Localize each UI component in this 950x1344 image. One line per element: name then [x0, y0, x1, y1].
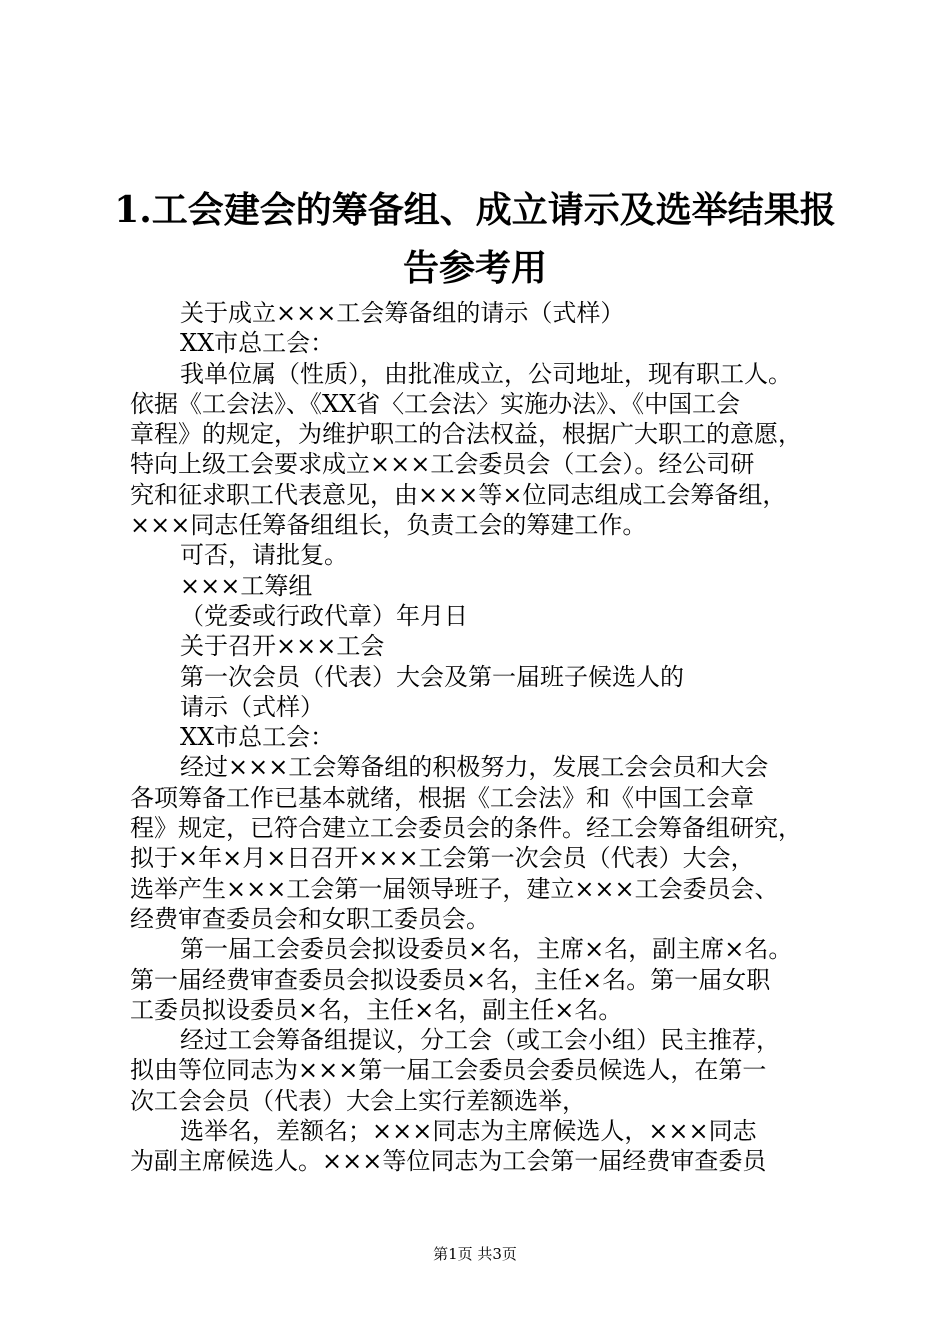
body-line: 选举名，差额名；×××同志为主席候选人，×××同志	[180, 1117, 757, 1146]
body-line: 为副主席候选人。×××等位同志为工会第一届经费审查委员	[130, 1147, 767, 1176]
body-line: ×××工筹组	[180, 571, 313, 600]
body-line: 关于召开×××工会	[180, 632, 385, 661]
body-line: 可否，请批复。	[180, 541, 348, 570]
body-line: XX市总工会：	[180, 723, 335, 752]
body-line: 第一次会员（代表）大会及第一届班子候选人的	[180, 662, 684, 691]
body-line: 请示（式样）	[180, 692, 324, 721]
body-line: 经过工会筹备组提议，分工会（或工会小组）民主推荐，	[180, 1026, 780, 1055]
page-footer: 第1页 共3页	[433, 1245, 517, 1263]
body-line: XX市总工会：	[180, 329, 335, 358]
body-line: 拟于×年×月×日召开×××工会第一次会员（代表）大会，	[130, 844, 755, 873]
body-line: 选举产生×××工会第一届领导班子，建立×××工会委员会、	[130, 874, 779, 903]
body-line: ×××同志任筹备组组长，负责工会的筹建工作。	[130, 511, 647, 540]
body-line: 拟由等位同志为×××第一届工会委员会委员候选人，在第一	[130, 1056, 767, 1085]
body-line: 经过×××工会筹备组的积极努力，发展工会会员和大会	[180, 753, 769, 782]
body-line: 特向上级工会要求成立×××工会委员会（工会）。经公司研	[130, 450, 755, 479]
body-line: 关于成立×××工会筹备组的请示（式样）	[180, 299, 625, 327]
body-line: （党委或行政代章）年月日	[180, 601, 468, 630]
document-body	[130, 298, 830, 1177]
body-line: 程》规定，已符合建立工会委员会的条件。经工会筹备组研究，	[130, 814, 802, 843]
body-line: 各项筹备工作已基本就绪，根据《工会法》和《中国工会章	[130, 783, 754, 812]
body-line: 究和征求职工代表意见，由×××等×位同志组成工会筹备组，	[130, 480, 787, 509]
body-line: 我单位属（性质），由批准成立，公司地址，现有职工人。	[180, 359, 792, 388]
document-title-line-1: 1.工会建会的筹备组、成立请示及选举结果报	[114, 189, 836, 231]
body-line: 第一届经费审查委员会拟设委员×名，主任×名。第一届女职	[130, 965, 771, 994]
body-line: 章程》的规定，为维护职工的合法权益，根据广大职工的意愿，	[130, 420, 802, 449]
body-line: 工委员拟设委员×名，主任×名，副主任×名。	[130, 995, 623, 1024]
body-line: 第一届工会委员会拟设委员×名，主席×名，副主席×名。	[180, 935, 793, 964]
document-title-line-2: 告参考用	[402, 247, 547, 289]
body-line: 次工会会员（代表）大会上实行差额选举，	[130, 1086, 586, 1115]
body-line: 依据《工会法》、《XX省〈工会法〉实施办法》、《中国工会	[130, 389, 741, 418]
body-line: 经费审查委员会和女职工委员会。	[130, 904, 490, 933]
